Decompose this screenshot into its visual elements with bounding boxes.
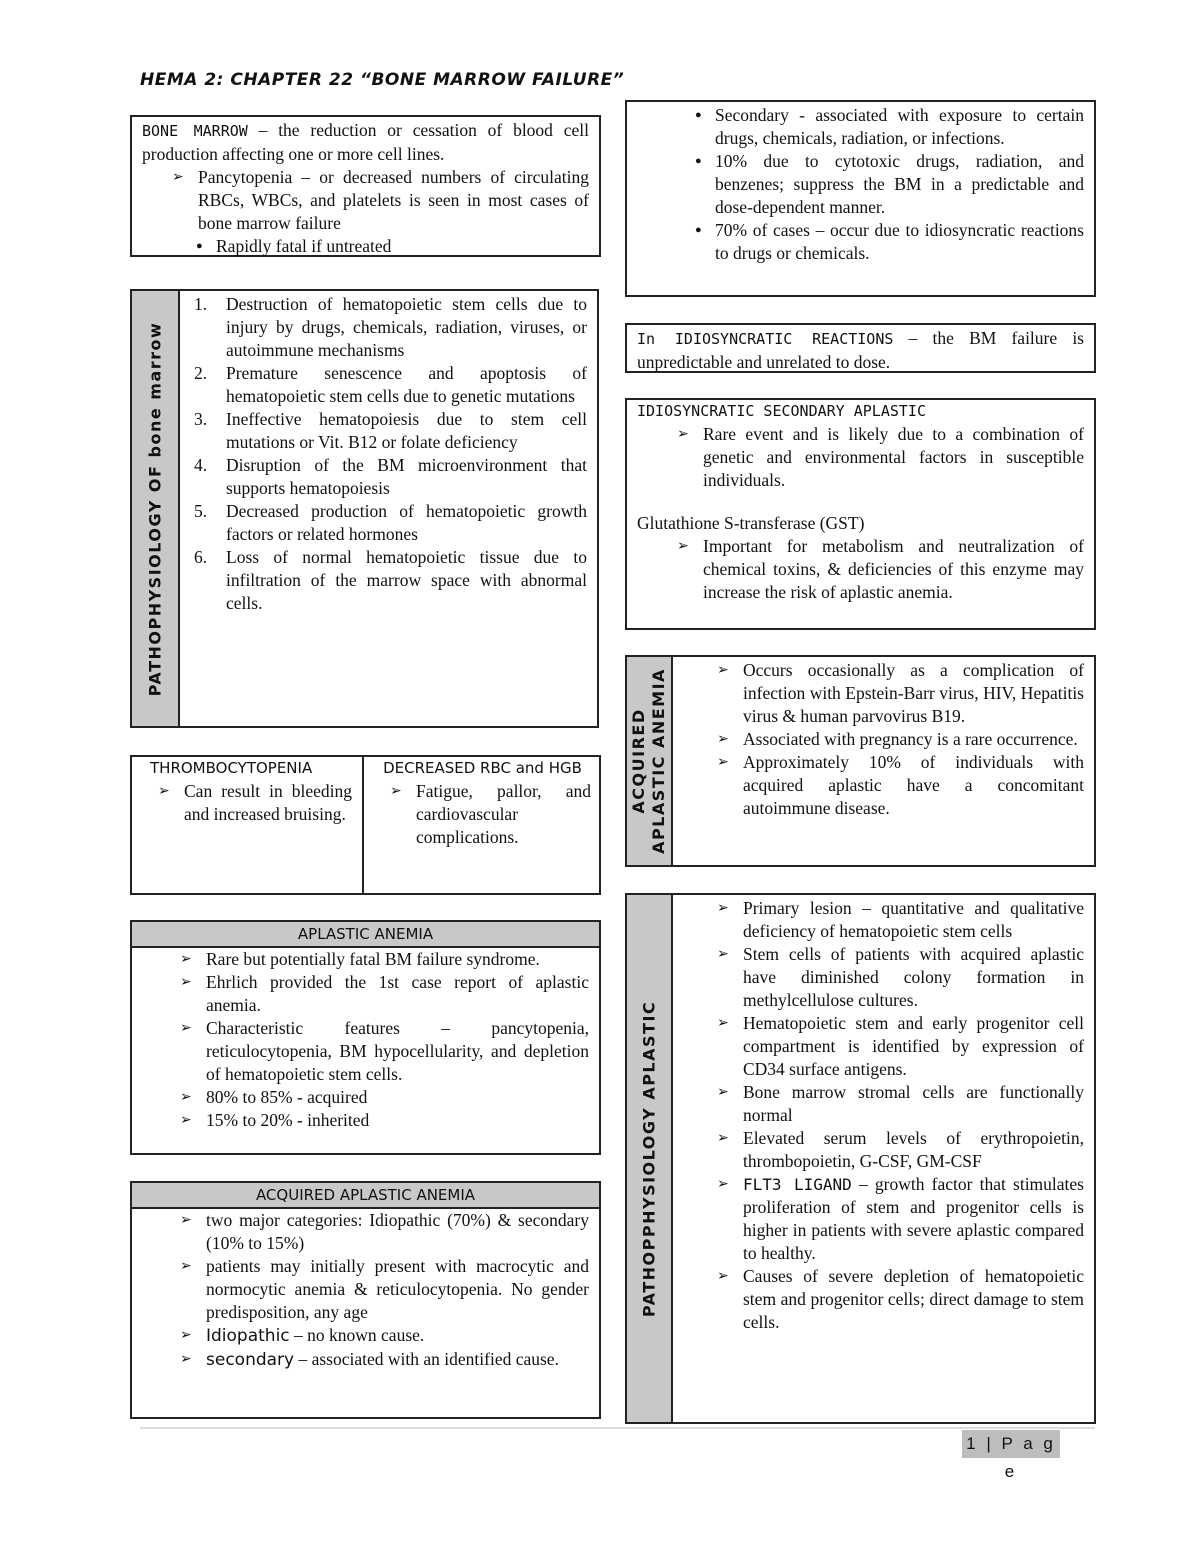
list-item: ➢ Can result in bleeding and increased bruising. <box>152 780 352 826</box>
list-item: ➢ Idiopathic – no known cause. <box>174 1324 589 1348</box>
list-item: 3. Ineffective hematopoiesis due to stem cell mutations or Vit. B12 or folate deficiency <box>194 409 587 452</box>
list-item: ● Rapidly fatal if untreated <box>192 235 589 258</box>
list-item: ➢ Hematopoietic stem and early progenitor cell compartment is identified by expression of CD34 surface antigens. <box>711 1012 1084 1081</box>
idiosyncratic-reactions-text: In IDIOSYNCRATIC REACTIONS – the BM failure is unpredictable and unrelated to dose. <box>637 328 1084 372</box>
list-item: ➢ Ehrlich provided the 1st case report of aplastic anemia. <box>174 971 589 1017</box>
list-item: ➢ secondary – associated with an identified cause. <box>174 1348 589 1372</box>
list-item: ➢ 80% to 85% - acquired <box>174 1086 589 1109</box>
page-title: HEMA 2: CHAPTER 22 “BONE MARROW FAILURE” <box>140 70 625 90</box>
list-item: 6. Loss of normal hematopoietic tissue due to infiltration of the marrow space with abnormal cells. <box>194 547 587 613</box>
idiosyncratic-reactions-box <box>625 323 1096 373</box>
bone-marrow-definition-box <box>130 115 601 257</box>
list-item: ➢ Stem cells of patients with acquired aplastic have diminished colony formation in methylcellulose cultures. <box>711 943 1084 1012</box>
aplastic-anemia-box <box>130 920 601 1155</box>
list-item: ● 70% of cases – occur due to idiosyncratic reactions to drugs or chemicals. <box>691 219 1084 265</box>
idiosyncratic-secondary-heading: IDIOSYNCRATIC SECONDARY APLASTIC <box>637 402 926 420</box>
thrombocytopenia-cell <box>132 757 364 893</box>
list-item: ➢ Rare but potentially fatal BM failure syndrome. <box>174 948 589 971</box>
list-item: 2. Premature senescence and apoptosis of hematopoietic stem cells due to genetic mutations <box>194 363 587 406</box>
list-item: ➢ Characteristic features – pancytopenia, reticulocytopenia, BM hypocellularity, and depletion of hematopoietic stem cells. <box>174 1017 589 1086</box>
idiosyncratic-secondary-box <box>625 398 1096 630</box>
list-item: ➢ two major categories: Idiopathic (70%) & secondary (10% to 15%) <box>174 1209 589 1255</box>
list-item: ➢ Bone marrow stromal cells are functionally normal <box>711 1081 1084 1127</box>
list-item: ➢ Approximately 10% of individuals with acquired aplastic have a concomitant autoimmune disease. <box>711 751 1084 820</box>
list-item: ➢ Primary lesion – quantitative and qualitative deficiency of hematopoietic stem cells <box>711 897 1084 943</box>
list-item: ➢ Pancytopenia – or decreased numbers of circulating RBCs, WBCs, and platelets is seen in most cases of bone marrow failure <box>166 166 589 235</box>
list-item: 4. Disruption of the BM microenvironment that supports hematopoiesis <box>194 455 587 498</box>
acquired-aplastic-anemia-box <box>130 1181 601 1419</box>
list-item: ➢ Important for metabolism and neutralization of chemical toxins, & deficiencies of this enzyme may increase the risk of aplastic anemia. <box>671 535 1084 604</box>
thrombocytopenia-heading: THROMBOCYTOPENIA <box>150 759 313 777</box>
aplastic-anemia-heading: APLASTIC ANEMIA <box>132 922 599 948</box>
list-item: ➢ Rare event and is likely due to a combination of genetic and environmental factors in susceptible individuals. <box>671 423 1084 492</box>
thrombo-rbc-box <box>130 755 601 895</box>
list-item: ➢ 15% to 20% - inherited <box>174 1109 589 1132</box>
list-item: ➢ patients may initially present with macrocytic and normocytic anemia & reticulocytopenia. No gender predisposition, any age <box>174 1255 589 1324</box>
list-item: ➢ FLT3 LIGAND – growth factor that stimulates proliferation of stem and progenitor cells is higher in patients with severe aplastic compared to healthy. <box>711 1173 1084 1265</box>
list-item: ➢ Occurs occasionally as a complication of infection with Epstein-Barr virus, HIV, Hepatitis virus & human parvovirus B19. <box>711 659 1084 728</box>
side-label: ACQUIRED APLASTIC ANEMIA <box>627 657 673 865</box>
list-item: ● 10% due to cytotoxic drugs, radiation, and benzenes; suppress the BM in a predictable and dose-dependent manner. <box>691 150 1084 219</box>
pathophysiology-bone-marrow-box <box>130 289 599 728</box>
side-label: PATHOPPHYSIOLOGY APLASTIC <box>627 895 673 1422</box>
secondary-causes-box <box>625 100 1096 297</box>
footer-divider <box>140 1427 1095 1429</box>
page-number: 1 | P a g e <box>962 1430 1060 1458</box>
list-item: ➢ Elevated serum levels of erythropoietin, thrombopoietin, G-CSF, GM-CSF <box>711 1127 1084 1173</box>
acquired-aplastic-heading: ACQUIRED APLASTIC ANEMIA <box>132 1183 599 1209</box>
pathophysiology-aplastic-box <box>625 893 1096 1424</box>
list-item: ➢ Causes of severe depletion of hematopoietic stem and progenitor cells; direct damage to stem cells. <box>711 1265 1084 1334</box>
side-label: PATHOPHYSIOLOGY OF bone marrow <box>132 291 180 726</box>
patho-list <box>190 293 587 615</box>
list-item: 1. Destruction of hematopoietic stem cells due to injury by drugs, chemicals, radiation, viruses, or autoimmune mechanisms <box>194 294 587 360</box>
list-item: 5. Decreased production of hematopoietic growth factors or related hormones <box>194 501 587 544</box>
list-item: ➢ Associated with pregnancy is a rare occurrence. <box>711 728 1084 751</box>
acquired-aplastic-side-box <box>625 655 1096 867</box>
bone-marrow-definition: BONE MARROW – the reduction or cessation of blood cell production affecting one or more cell lines. <box>142 120 590 164</box>
list-item: ➢ Fatigue, pallor, and cardiovascular complications. <box>384 780 591 849</box>
decreased-rbc-cell <box>364 757 599 893</box>
gst-heading: Glutathione S-transferase (GST) <box>637 513 865 533</box>
list-item: ● Secondary - associated with exposure to certain drugs, chemicals, radiation, or infections. <box>691 104 1084 150</box>
decreased-rbc-heading: DECREASED RBC and HGB <box>383 759 582 777</box>
